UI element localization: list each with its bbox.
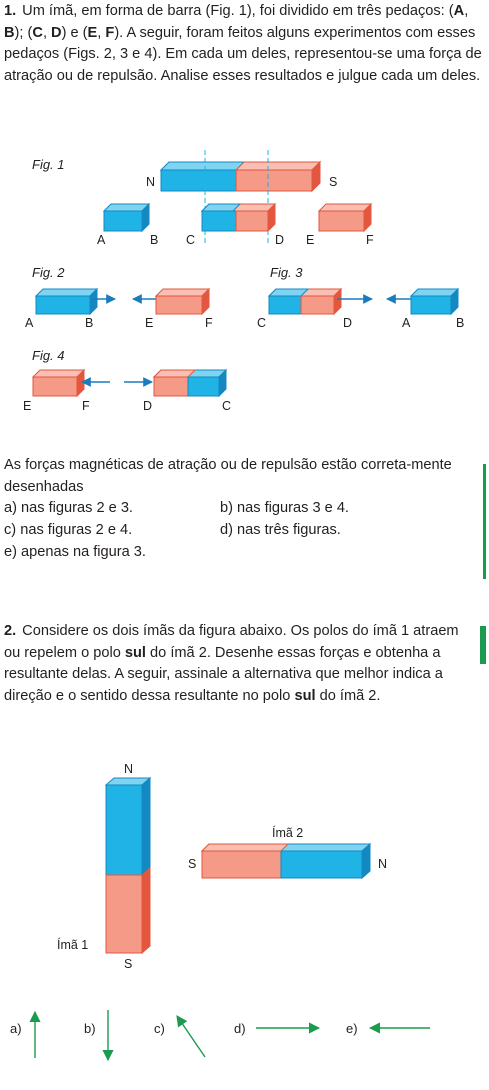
question-1-options	[4, 498, 474, 588]
answer-b-label[interactable]: b)	[84, 1021, 96, 1036]
magnet-1-vertical	[106, 778, 150, 953]
margin-green-bar-2	[480, 626, 486, 664]
answer-c-label[interactable]: c)	[154, 1021, 165, 1036]
fig1-label-e: E	[306, 233, 315, 247]
question-1-text: 1. Um ímã, em forma de barra (Fig. 1), foi dividido em três pedaços: (A, B); (C, D) e (E, F). A seguir, foram feitos alguns experimentos com esses pedaços (Figs. 2, 3 e 4). Em cada um deles, representou-se uma força de atração ou de repulsão. Analise esses resultados e julgue cada um deles.	[4, 3, 482, 84]
magnet1-pole-s: S	[124, 957, 133, 971]
fig3-label-c: C	[257, 316, 267, 330]
fig1-piece-ab	[104, 204, 149, 231]
fig2-label-b: B	[85, 316, 94, 330]
fig1-whole-magnet	[161, 162, 320, 191]
fig3-label-d: D	[343, 316, 353, 330]
fig4-label-c: C	[222, 399, 232, 413]
magnet-2-label: Ímã 2	[272, 826, 304, 840]
answer-c-arrow	[177, 1016, 205, 1057]
magnet2-pole-s: S	[188, 857, 197, 871]
margin-green-bar	[483, 464, 486, 579]
fig1-label-d: D	[275, 233, 285, 247]
fig2-magnet-ef	[156, 289, 209, 314]
question-1-prompt: As forças magnéticas de atração ou de repulsão estão correta-mente desenhadas	[4, 457, 452, 495]
fig4-magnet-ef	[33, 370, 84, 396]
answer-e-label[interactable]: e)	[346, 1021, 358, 1036]
option-c[interactable]: c) nas figuras 2 e 4.	[4, 522, 133, 538]
fig3-label-a: A	[402, 316, 411, 330]
answer-d-label[interactable]: d)	[234, 1021, 246, 1036]
question-number: 2.	[4, 623, 17, 639]
fig2-label-e: E	[145, 316, 154, 330]
fig1-label: Fig. 1	[32, 157, 65, 172]
option-d[interactable]: d) nas três figuras.	[220, 522, 341, 538]
question-number: 1.	[4, 3, 17, 19]
fig1-label-f: F	[366, 233, 374, 247]
magnet2-pole-n: N	[378, 857, 388, 871]
fig1-label-a: A	[97, 233, 106, 247]
option-b[interactable]: b) nas figuras 3 e 4.	[220, 500, 349, 516]
fig1-piece-ef	[319, 204, 371, 231]
fig3-magnet-ab	[411, 289, 458, 314]
fig3-label-b: B	[456, 316, 465, 330]
option-a[interactable]: a) nas figuras 2 e 3.	[4, 500, 133, 516]
fig4-label-d: D	[143, 399, 153, 413]
magnet1-pole-n: N	[124, 762, 134, 776]
fig2-label: Fig. 2	[32, 265, 65, 280]
question-2-text: 2. Considere os dois ímãs da figura abaixo. Os polos do ímã 1 atraem ou repelem o polo sul do ímã 2. Desenhe essas forças e obtenha a resultante delas. A seguir, assinale a alternativa que melhor indica a direção e o sentido dessa resultante no polo sul do ímã 2.	[4, 623, 459, 704]
fig1-pole-s: S	[329, 175, 338, 189]
fig1-label-b: B	[150, 233, 159, 247]
magnet-1-label: Ímã 1	[57, 938, 89, 952]
answer-a-label[interactable]: a)	[10, 1021, 22, 1036]
fig2-label-a: A	[25, 316, 34, 330]
fig4-label: Fig. 4	[32, 348, 65, 363]
fig1-pole-n: N	[146, 175, 156, 189]
fig2-magnet-ab	[36, 289, 97, 314]
fig3-label: Fig. 3	[270, 265, 303, 280]
fig1-piece-cd	[202, 204, 275, 231]
fig1-label-c: C	[186, 233, 196, 247]
fig2-label-f: F	[205, 316, 213, 330]
magnet-2-horizontal	[202, 844, 370, 878]
fig3-magnet-cd	[269, 289, 341, 314]
fig4-label-f: F	[82, 399, 90, 413]
fig4-magnet-dc	[154, 370, 226, 396]
fig4-label-e: E	[23, 399, 32, 413]
option-e[interactable]: e) apenas na figura 3.	[4, 544, 146, 560]
